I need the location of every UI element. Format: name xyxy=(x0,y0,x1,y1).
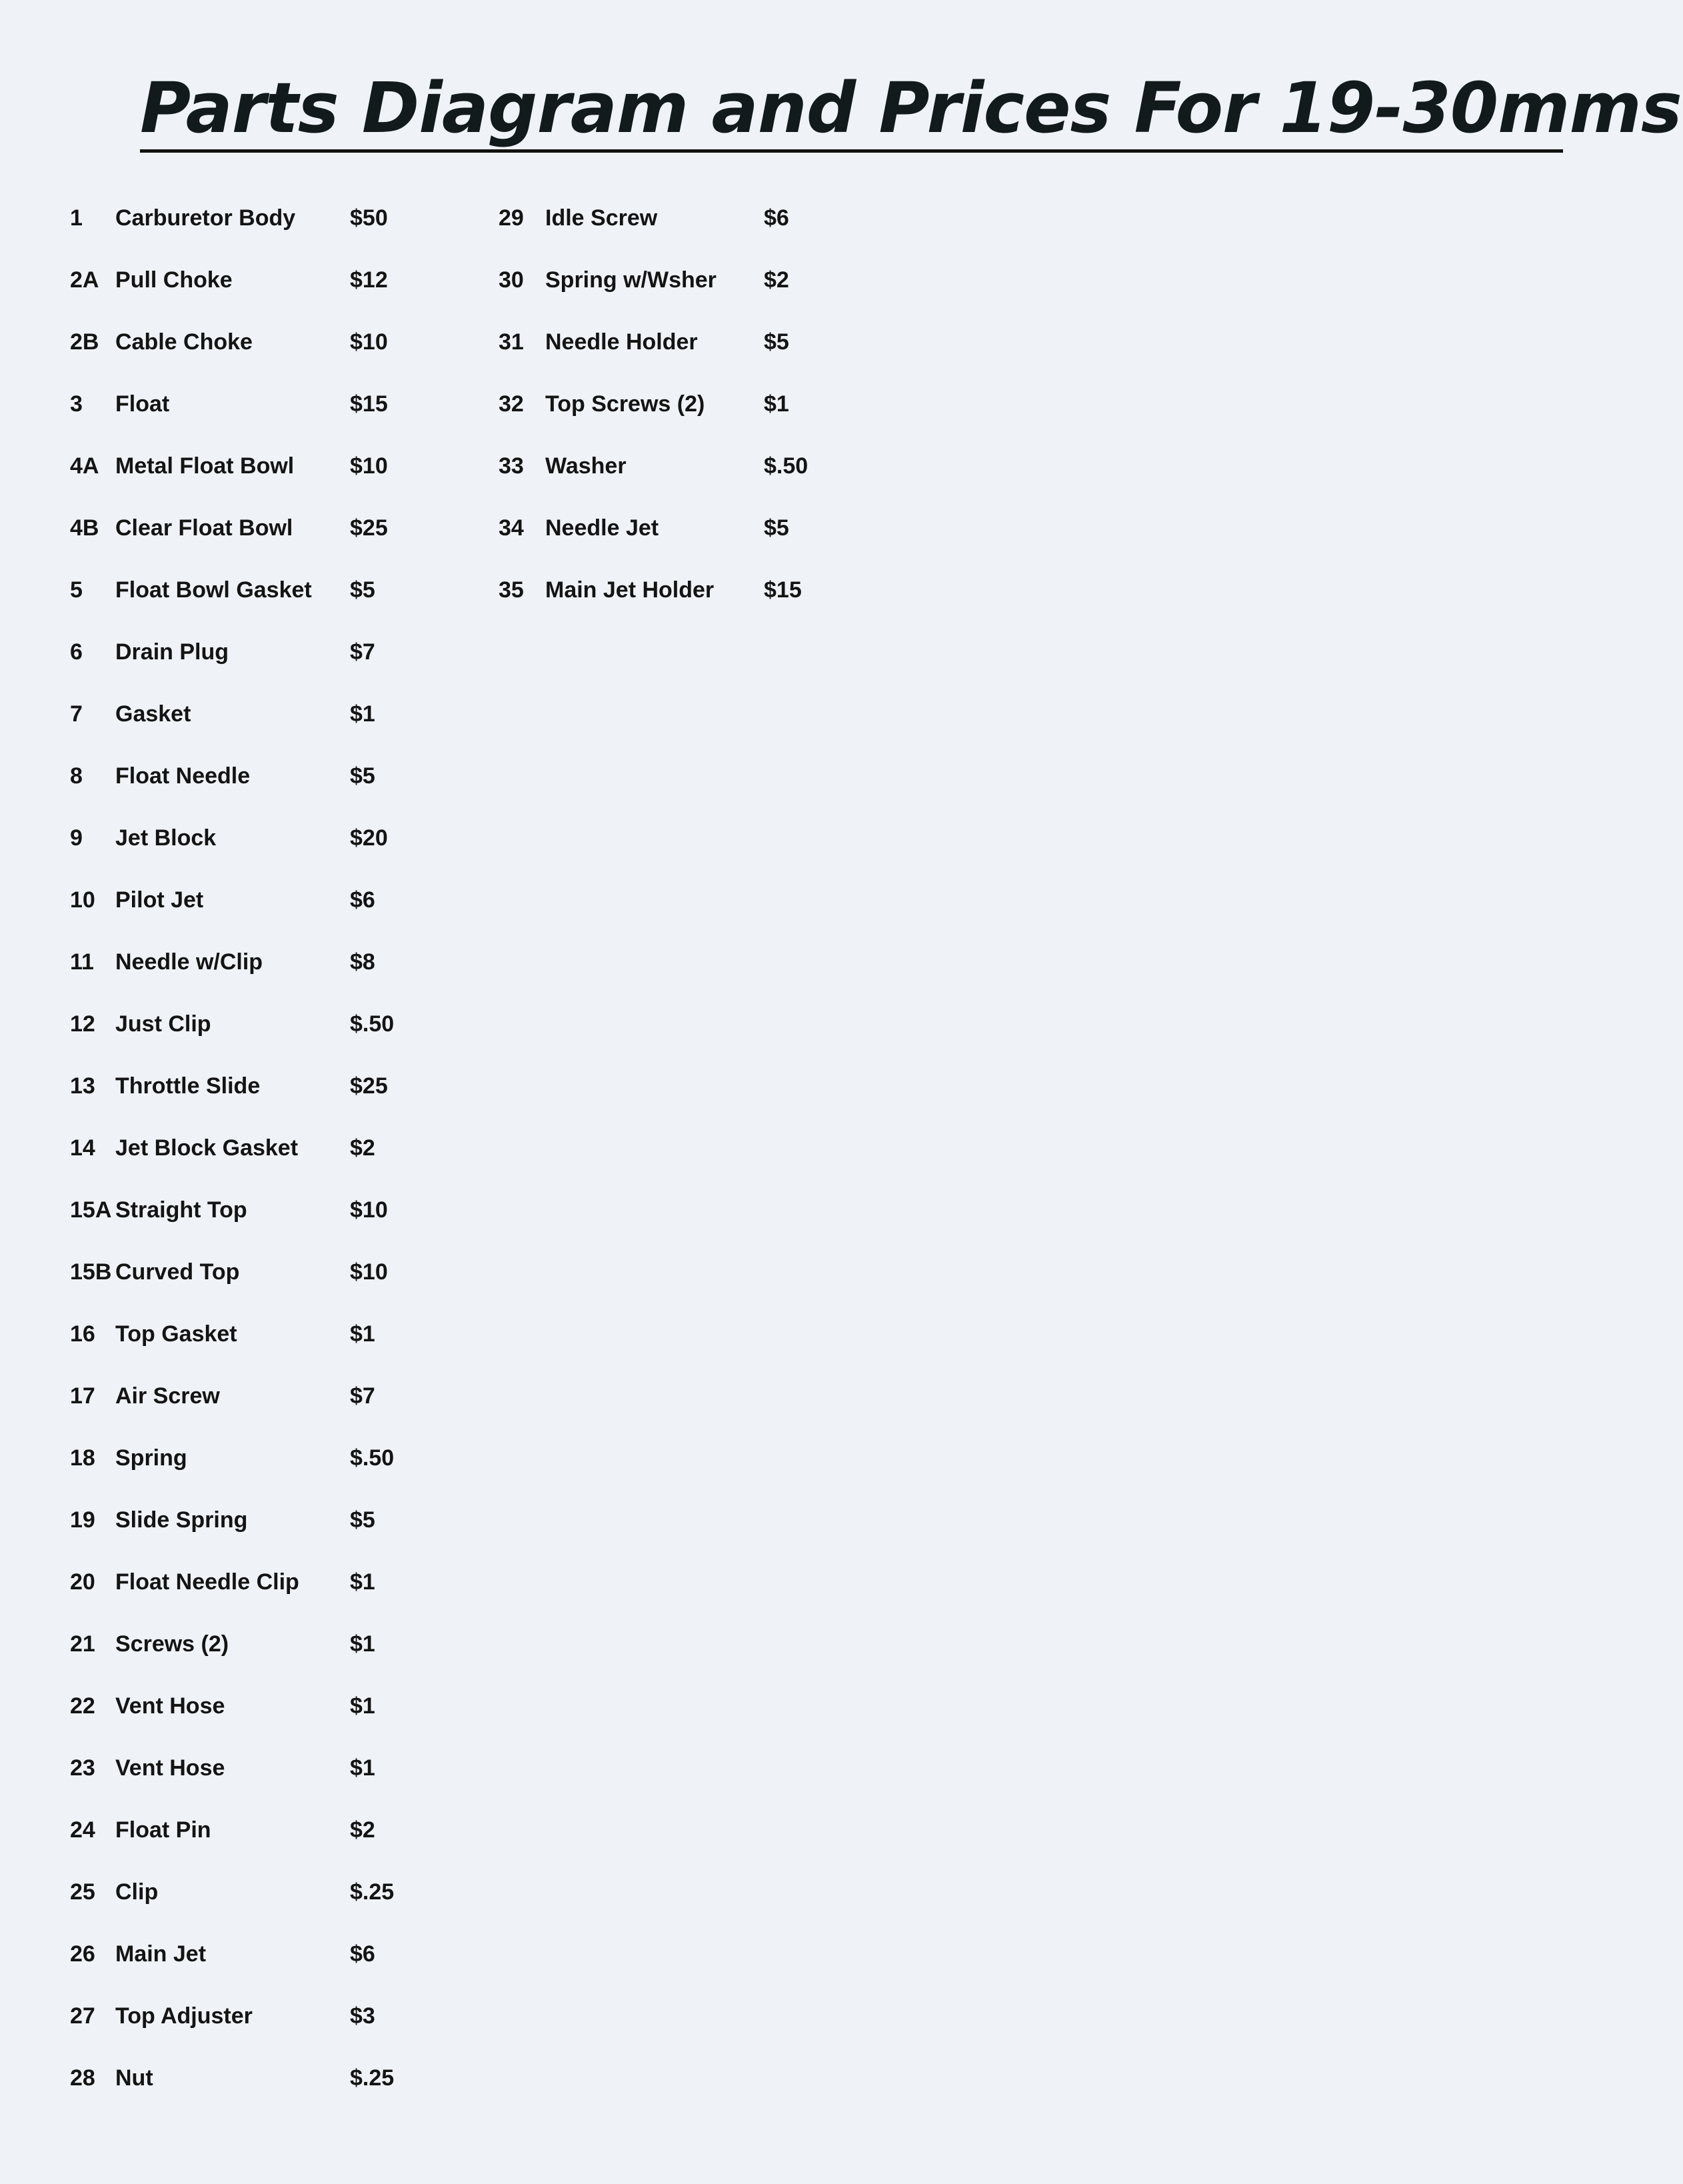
part-price: $6 xyxy=(764,205,789,231)
part-number: 30 xyxy=(499,267,524,293)
part-name: Vent Hose xyxy=(115,1693,225,1719)
part-number: 32 xyxy=(499,391,524,417)
part-name: Pilot Jet xyxy=(115,887,204,913)
part-number: 33 xyxy=(499,453,524,479)
part-price: $.25 xyxy=(350,1879,395,1905)
part-price: $2 xyxy=(350,1817,375,1843)
part-number: 15A xyxy=(70,1197,112,1223)
part-number: 4A xyxy=(70,453,99,479)
part-name: Main Jet Holder xyxy=(545,577,715,603)
part-price: $.25 xyxy=(350,2065,395,2091)
part-name: Jet Block xyxy=(115,825,217,851)
part-name: Idle Screw xyxy=(545,205,658,231)
part-name: Pull Choke xyxy=(115,267,233,293)
part-price: $10 xyxy=(350,1259,388,1285)
part-price: $15 xyxy=(350,391,388,417)
part-name: Clip xyxy=(115,1879,159,1905)
part-number: 2B xyxy=(70,329,99,355)
part-price: $2 xyxy=(350,1135,375,1161)
part-name: Straight Top xyxy=(115,1197,247,1223)
part-number: 21 xyxy=(70,1631,95,1657)
part-price: $1 xyxy=(350,1569,375,1595)
part-price: $1 xyxy=(350,1631,375,1657)
part-name: Needle Holder xyxy=(545,329,698,355)
part-number: 18 xyxy=(70,1445,95,1471)
part-price: $5 xyxy=(764,515,789,541)
part-price: $12 xyxy=(350,267,388,293)
part-price: $20 xyxy=(350,825,388,851)
part-price: $50 xyxy=(350,205,388,231)
part-name: Carburetor Body xyxy=(115,205,296,231)
part-name: Float xyxy=(115,391,170,417)
part-price: $5 xyxy=(764,329,789,355)
part-price: $25 xyxy=(350,515,388,541)
part-number: 17 xyxy=(70,1383,95,1409)
part-number: 27 xyxy=(70,2003,95,2029)
part-price: $1 xyxy=(350,1755,375,1781)
part-price: $5 xyxy=(350,577,375,603)
part-price: $25 xyxy=(350,1073,388,1099)
part-number: 28 xyxy=(70,2065,95,2091)
part-number: 8 xyxy=(70,763,83,789)
part-price: $5 xyxy=(350,763,375,789)
part-name: Spring w/Wsher xyxy=(545,267,717,293)
part-number: 3 xyxy=(70,391,83,417)
part-price: $.50 xyxy=(350,1011,395,1037)
part-name: Gasket xyxy=(115,701,191,727)
part-number: 16 xyxy=(70,1321,95,1347)
part-number: 10 xyxy=(70,887,95,913)
part-number: 6 xyxy=(70,639,83,665)
part-name: Float Needle xyxy=(115,763,251,789)
part-number: 7 xyxy=(70,701,83,727)
part-number: 26 xyxy=(70,1941,95,1967)
part-name: Jet Block Gasket xyxy=(115,1135,299,1161)
part-number: 34 xyxy=(499,515,524,541)
part-name: Float Pin xyxy=(115,1817,211,1843)
part-price: $10 xyxy=(350,1197,388,1223)
part-price: $1 xyxy=(350,1321,375,1347)
part-price: $3 xyxy=(350,2003,375,2029)
part-name: Needle Jet xyxy=(545,515,659,541)
part-name: Slide Spring xyxy=(115,1507,248,1533)
part-name: Needle w/Clip xyxy=(115,949,263,975)
part-name: Nut xyxy=(115,2065,153,2091)
part-name: Float Bowl Gasket xyxy=(115,577,312,603)
part-name: Main Jet xyxy=(115,1941,207,1967)
part-number: 29 xyxy=(499,205,524,231)
part-price: $7 xyxy=(350,639,375,665)
part-price: $1 xyxy=(764,391,789,417)
part-price: $.50 xyxy=(350,1445,395,1471)
part-number: 4B xyxy=(70,515,99,541)
part-number: 5 xyxy=(70,577,83,603)
part-name: Float Needle Clip xyxy=(115,1569,299,1595)
part-name: Top Screws (2) xyxy=(545,391,705,417)
part-name: Air Screw xyxy=(115,1383,220,1409)
part-price: $.50 xyxy=(764,453,809,479)
part-price: $6 xyxy=(350,887,375,913)
part-name: Metal Float Bowl xyxy=(115,453,295,479)
part-number: 25 xyxy=(70,1879,95,1905)
part-name: Drain Plug xyxy=(115,639,229,665)
part-price: $10 xyxy=(350,329,388,355)
part-number: 35 xyxy=(499,577,524,603)
part-price: $5 xyxy=(350,1507,375,1533)
part-number: 14 xyxy=(70,1135,95,1161)
part-name: Spring xyxy=(115,1445,187,1471)
part-price: $15 xyxy=(764,577,802,603)
part-number: 9 xyxy=(70,825,83,851)
part-number: 19 xyxy=(70,1507,95,1533)
part-number: 2A xyxy=(70,267,99,293)
part-name: Top Gasket xyxy=(115,1321,237,1347)
part-number: 13 xyxy=(70,1073,95,1099)
part-price: $1 xyxy=(350,1693,375,1719)
part-number: 22 xyxy=(70,1693,95,1719)
part-number: 15B xyxy=(70,1259,112,1285)
page-title: Parts Diagram and Prices For 19-30mms xyxy=(140,67,1682,149)
part-name: Cable Choke xyxy=(115,329,253,355)
part-price: $10 xyxy=(350,453,388,479)
part-name: Throttle Slide xyxy=(115,1073,261,1099)
part-name: Screws (2) xyxy=(115,1631,229,1657)
part-number: 11 xyxy=(70,949,94,975)
part-name: Washer xyxy=(545,453,627,479)
part-name: Vent Hose xyxy=(115,1755,225,1781)
part-number: 24 xyxy=(70,1817,95,1843)
part-name: Top Adjuster xyxy=(115,2003,253,2029)
part-number: 23 xyxy=(70,1755,95,1781)
part-price: $6 xyxy=(350,1941,375,1967)
part-price: $7 xyxy=(350,1383,375,1409)
part-price: $1 xyxy=(350,701,375,727)
part-number: 1 xyxy=(70,205,83,231)
part-name: Clear Float Bowl xyxy=(115,515,293,541)
part-price: $2 xyxy=(764,267,789,293)
part-number: 31 xyxy=(499,329,524,355)
part-number: 12 xyxy=(70,1011,95,1037)
part-name: Curved Top xyxy=(115,1259,240,1285)
part-price: $8 xyxy=(350,949,375,975)
title-underline xyxy=(140,149,1563,153)
part-number: 20 xyxy=(70,1569,95,1595)
part-name: Just Clip xyxy=(115,1011,211,1037)
